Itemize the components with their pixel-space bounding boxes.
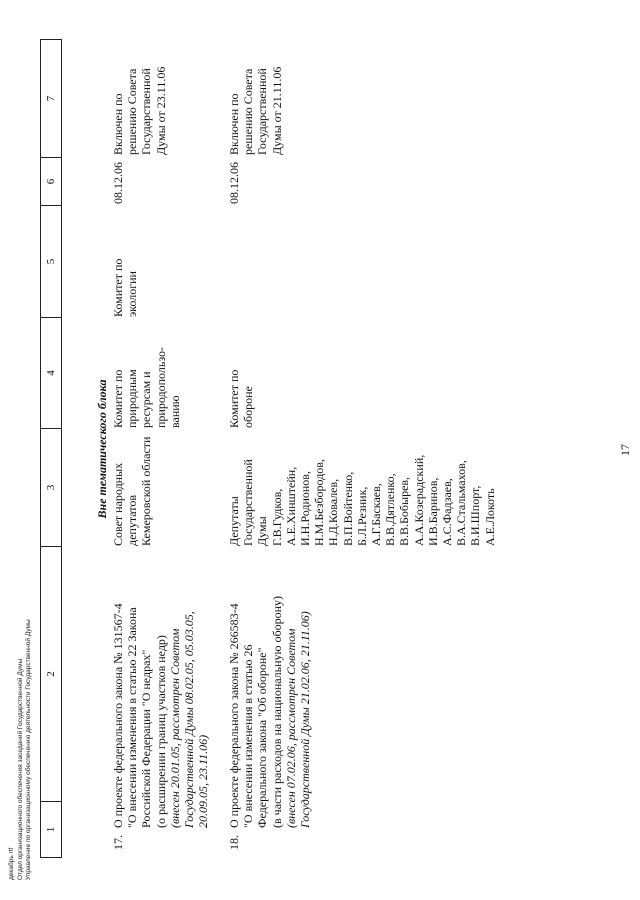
committee-line: природопользо- [153, 347, 168, 428]
note [111, 40, 168, 155]
initiator-line: А.С.Фадзаев, [440, 478, 455, 546]
initiator-line: А.Г.Баскаев, [369, 483, 384, 546]
date: 08.12.06 [227, 162, 241, 204]
initiator-line: Государственной [241, 459, 256, 546]
column-header-7: 7 [41, 40, 62, 158]
bill-title-line: О проекте федерального закона № 266583-4 [227, 603, 241, 828]
note-line: решению Совета [241, 68, 256, 155]
section-title: Вне тематического блока [95, 379, 109, 519]
header-row [41, 40, 62, 858]
note-line: Включен по [227, 93, 241, 155]
initiator-line: Н.Д.Ковалев, [326, 478, 341, 546]
row-number: 17. [111, 835, 125, 850]
initiator-line: И.В.Баринов, [425, 477, 440, 546]
co-committee [111, 209, 139, 317]
column-header-5: 5 [41, 206, 62, 318]
initiator-line: В.В.Дятленко, [383, 473, 398, 546]
co-committee-line: Комитет по [111, 258, 125, 317]
column-header-6: 6 [41, 158, 62, 206]
initiator [227, 431, 497, 546]
initiator-line: А.Е.Хинштейн, [283, 466, 298, 546]
committee-line: Комитет по [111, 369, 125, 428]
bill-history-line: Государственной Думы 08.02.05, 05.03.05, [182, 611, 197, 828]
note [227, 40, 284, 155]
initiator-line: В.А.Стальмахов, [454, 460, 469, 546]
note-line: Включен по [111, 93, 125, 155]
column-header-4: 4 [41, 318, 62, 429]
footer-line: Отдел организационного обеспечения заседаний Государственной Думы [16, 658, 24, 880]
table-header [40, 39, 62, 858]
bill-title-line: Федерального закона "Об обороне" [255, 647, 270, 828]
initiator-line: Думы [255, 516, 270, 546]
initiator-line: Г.В.Гудков, [269, 488, 284, 546]
initiator-line: Кемеровской области [139, 436, 154, 546]
bill-title [227, 580, 312, 828]
initiator-line: А.А.Козерадский, [411, 454, 426, 546]
bill-title-line: "О внесении изменения в статью 22 Закона [125, 607, 140, 828]
column-header-1: 1 [41, 802, 62, 858]
row-number: 18. [227, 835, 241, 850]
footer-line: Управление по организационному обеспечению деятельности Государственной Думы [25, 619, 32, 880]
bill-title-line: "О внесении изменения в статью 26 [241, 644, 256, 828]
note-line: Думы от 21.11.06 [269, 66, 284, 155]
date: 08.12.06 [111, 162, 125, 204]
initiator-line: В.П.Войтенко, [340, 471, 355, 546]
committee-line: ванию [167, 395, 182, 428]
initiator-line: Совет народных [111, 462, 125, 546]
initiator-line: депутатов [125, 494, 140, 546]
note-line: Государственной [255, 68, 270, 155]
co-committee-line: экологии [125, 271, 140, 317]
initiator [111, 431, 154, 546]
page-number: 17 [618, 444, 632, 456]
bill-title [111, 580, 210, 828]
initiator-line: И.Н.Родионов, [298, 471, 313, 546]
initiator-line: Б.Л.Резник, [354, 486, 369, 546]
bill-history-line: (внесен 07.02.06, рассмотрен Советом [283, 628, 298, 828]
bill-title-line: Российской Федерации "О недрах" [139, 649, 154, 828]
initiator-line: А.Е.Локоть [482, 488, 497, 546]
committee-line: Комитет по [227, 369, 241, 428]
note-line: Думы от 23.11.06 [153, 66, 168, 155]
bill-history-line: (внесен 20.01.05, рассмотрен Советом [167, 628, 182, 828]
note-line: решению Совета [125, 68, 140, 155]
column-header-2: 2 [41, 547, 62, 802]
responsible-committee [227, 320, 255, 428]
committee-line: ресурсам и [139, 371, 154, 428]
bill-title-line: (в части расходов на национальную оборону) [269, 595, 284, 828]
initiator-line: В.И.Шпорт, [468, 485, 483, 546]
bill-history-line: Государственной Думы 21.02.06, 21.11.06) [298, 611, 313, 828]
initiator-line: Депутаты [227, 496, 241, 546]
committee-line: природным [125, 369, 140, 428]
initiator-line: Н.М.Безбородов, [312, 459, 327, 546]
responsible-committee [111, 320, 182, 428]
initiator-line: В.В.Бобырев, [397, 476, 412, 546]
footer [8, 619, 34, 880]
bill-title-line: (о расширении границ участков недр) [153, 635, 168, 828]
column-header-3: 3 [41, 429, 62, 547]
footer-line: декабрь rtf [8, 847, 15, 880]
note-line: Государственной [139, 68, 154, 155]
bill-title-line: О проекте федерального закона № 131567-4 [111, 603, 125, 828]
committee-line: обороне [241, 386, 256, 428]
bill-history-line: 20.09.05, 23.11.06) [196, 734, 211, 828]
